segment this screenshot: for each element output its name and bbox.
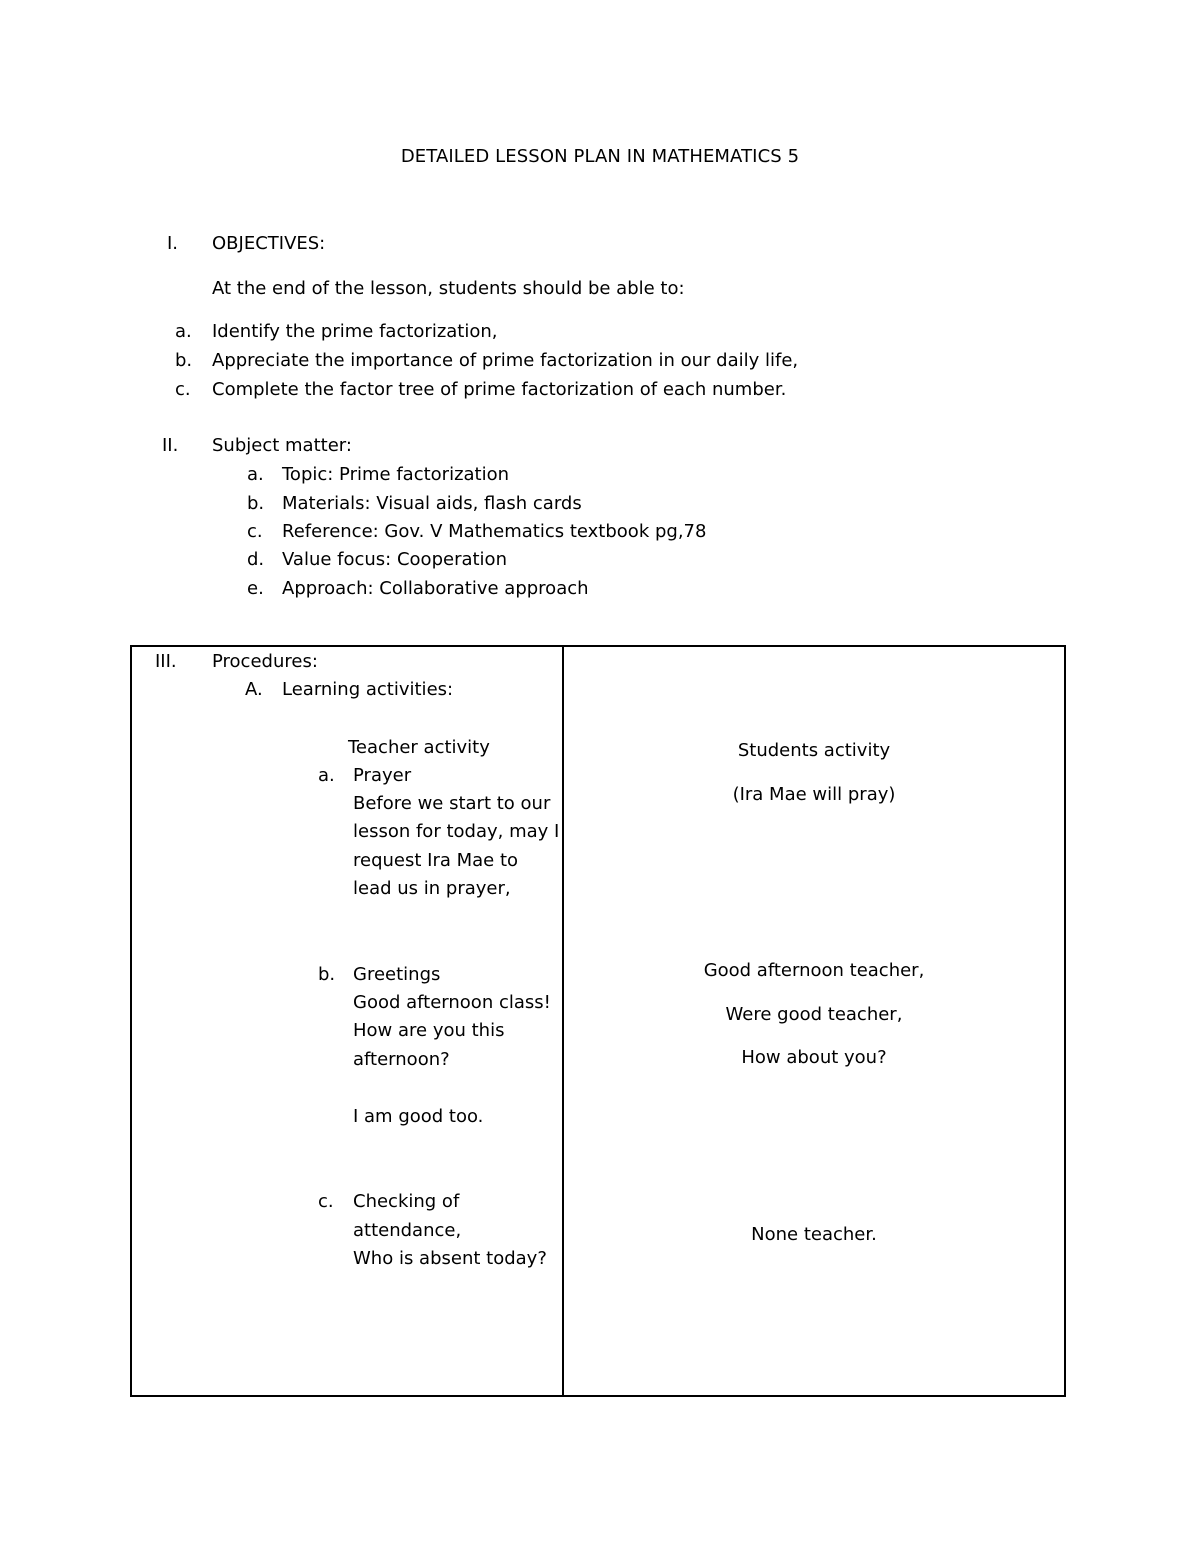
document-title: DETAILED LESSON PLAN IN MATHEMATICS 5 xyxy=(400,146,800,167)
teacher-text-line: Who is absent today? xyxy=(353,1248,547,1269)
objectives-numeral: I. xyxy=(167,233,179,254)
teacher-item-letter: b. xyxy=(318,964,336,985)
learning-activities-heading: Learning activities: xyxy=(282,679,454,700)
objective-letter: a. xyxy=(175,321,192,342)
subject-matter-numeral: II. xyxy=(162,435,179,456)
objectives-heading: OBJECTIVES: xyxy=(212,233,326,254)
teacher-text-line: Good afternoon class! xyxy=(353,992,551,1013)
subject-item: Value focus: Cooperation xyxy=(282,549,507,570)
teacher-text-line: Before we start to our xyxy=(353,793,551,814)
subject-letter: b. xyxy=(247,493,265,514)
teacher-text-line: request Ira Mae to xyxy=(353,850,519,871)
student-response: Were good teacher, xyxy=(725,1004,903,1025)
objective-letter: b. xyxy=(175,350,193,371)
student-response: Good afternoon teacher, xyxy=(703,960,925,981)
objective-item: Identify the prime factorization, xyxy=(212,321,498,342)
teacher-text-line: attendance, xyxy=(353,1220,462,1241)
procedures-heading: Procedures: xyxy=(212,651,318,672)
students-activity-heading: Students activity xyxy=(737,740,891,761)
objectives-intro: At the end of the lesson, students should be able to: xyxy=(212,278,685,299)
teacher-text-line: How are you this xyxy=(353,1020,505,1041)
objective-letter: c. xyxy=(175,379,191,400)
teacher-text-line: I am good too. xyxy=(353,1106,484,1127)
student-response: None teacher. xyxy=(751,1224,877,1245)
teacher-activity-heading: Teacher activity xyxy=(348,737,490,758)
student-response: (Ira Mae will pray) xyxy=(732,784,896,805)
subject-letter: d. xyxy=(247,549,265,570)
teacher-text-line: afternoon? xyxy=(353,1049,450,1070)
teacher-text-line: Prayer xyxy=(353,765,412,786)
teacher-text-line: Checking of xyxy=(353,1191,460,1212)
teacher-text-line: lead us in prayer, xyxy=(353,878,511,899)
teacher-item-letter: a. xyxy=(318,765,335,786)
subject-item: Reference: Gov. V Mathematics textbook pg,78 xyxy=(282,521,707,542)
objective-item: Appreciate the importance of prime factorization in our daily life, xyxy=(212,350,799,371)
objective-item: Complete the factor tree of prime factorization of each number. xyxy=(212,379,787,400)
procedures-numeral: III. xyxy=(155,651,177,672)
subject-item: Approach: Collaborative approach xyxy=(282,578,589,599)
student-response: How about you? xyxy=(741,1047,887,1068)
teacher-text-line: lesson for today, may I xyxy=(353,821,560,842)
subject-matter-heading: Subject matter: xyxy=(212,435,352,456)
teacher-text-line: Greetings xyxy=(353,964,441,985)
subject-item: Materials: Visual aids, flash cards xyxy=(282,493,582,514)
subject-item: Topic: Prime factorization xyxy=(282,464,510,485)
subject-letter: a. xyxy=(247,464,264,485)
teacher-item-letter: c. xyxy=(318,1191,334,1212)
subject-letter: c. xyxy=(247,521,263,542)
learning-activities-letter: A. xyxy=(245,679,263,700)
subject-letter: e. xyxy=(247,578,264,599)
